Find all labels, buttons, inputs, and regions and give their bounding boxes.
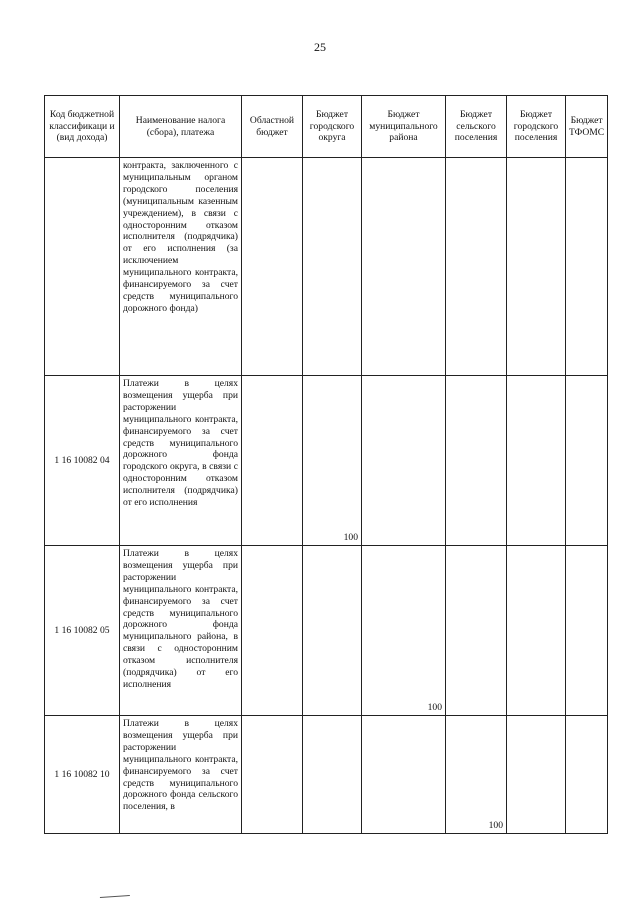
row-tfoms-value (566, 716, 608, 834)
row-city-district-value (303, 716, 362, 834)
row-rural-settlement-value (446, 546, 507, 716)
row-urban-settlement-value (507, 158, 566, 376)
row-name: Платежи в целях возмещения ущерба при расторжении муниципального контракта, финансируемого за счет средств муниципального дорожного фонда сельского поселения, в (120, 716, 242, 834)
header-urban-settlement-budget: Бюджет городского поселения (507, 96, 566, 158)
row-name: контракта, заключенного с муниципальным органом городского поселения (муниципальным казенным учреждением), в связи с односторонним отказом исполнителя (подрядчика) от его исполнения (за исключением муниципального контракта, финансируемого за счет средств муниципального дорожного фонда) (120, 158, 242, 376)
row-municipal-district-value (362, 376, 446, 546)
header-tfoms-budget: Бюджет ТФОМС (566, 96, 608, 158)
row-municipal-district-value (362, 158, 446, 376)
row-tfoms-value (566, 376, 608, 546)
header-code: Код бюджетной классификаци и (вид дохода) (45, 96, 120, 158)
row-regional-value (242, 716, 303, 834)
header-name: Наименование налога (сбора), платежа (120, 96, 242, 158)
row-rural-settlement-value: 100 (446, 716, 507, 834)
header-rural-settlement-budget: Бюджет сельского поселения (446, 96, 507, 158)
header-city-district-budget: Бюджет городского округа (303, 96, 362, 158)
row-tfoms-value (566, 158, 608, 376)
row-city-district-value (303, 158, 362, 376)
row-rural-settlement-value (446, 376, 507, 546)
table-row (45, 546, 608, 716)
row-code: 1 16 10082 05 (45, 546, 120, 716)
scan-mark (100, 895, 130, 901)
row-city-district-value: 100 (303, 376, 362, 546)
row-code (45, 158, 120, 376)
row-regional-value (242, 158, 303, 376)
row-rural-settlement-value (446, 158, 507, 376)
row-tfoms-value (566, 546, 608, 716)
header-municipal-district-budget: Бюджет муниципального района (362, 96, 446, 158)
row-regional-value (242, 376, 303, 546)
row-code: 1 16 10082 10 (45, 716, 120, 834)
table-row (45, 716, 608, 834)
row-urban-settlement-value (507, 546, 566, 716)
table-row (45, 376, 608, 546)
header-regional-budget: Областной бюджет (242, 96, 303, 158)
row-code: 1 16 10082 04 (45, 376, 120, 546)
row-urban-settlement-value (507, 716, 566, 834)
row-regional-value (242, 546, 303, 716)
table-header-row (45, 96, 608, 158)
row-name: Платежи в целях возмещения ущерба при расторжении муниципального контракта, финансируемого за счет средств муниципального дорожного фонда городского округа, в связи с односторонним отказом исполнителя (подрядчика) от его исполнения (120, 376, 242, 546)
row-municipal-district-value (362, 716, 446, 834)
budget-revenue-table (44, 95, 608, 834)
page-number: 25 (314, 40, 326, 54)
row-city-district-value (303, 546, 362, 716)
row-name: Платежи в целях возмещения ущерба при расторжении муниципального контракта, финансируемого за счет средств муниципального дорожного фонда муниципального района, в связи с односторонним отказом исполнителя (подрядчика) от его исполнения (120, 546, 242, 716)
table-row (45, 158, 608, 376)
row-urban-settlement-value (507, 376, 566, 546)
row-municipal-district-value: 100 (362, 546, 446, 716)
